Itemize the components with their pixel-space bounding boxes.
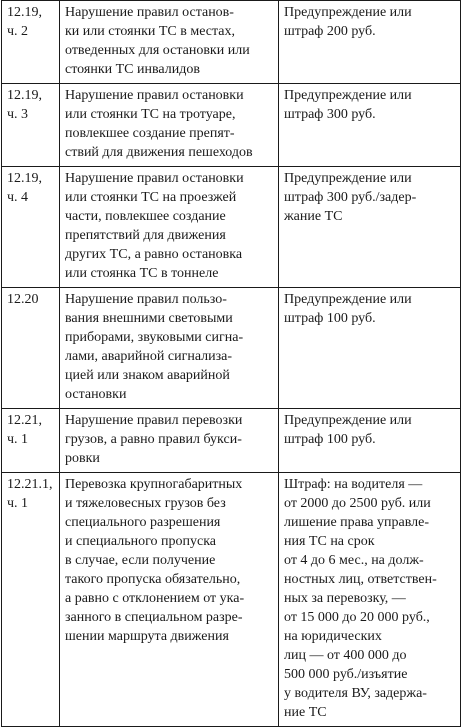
description-line: такого пропуска обязательно, — [65, 572, 241, 587]
article-line: 12.21, — [7, 413, 42, 428]
description-line: цией или знаком аварийной — [65, 368, 230, 383]
description-line: других ТС, а равно остановка — [65, 247, 243, 262]
description-line: или стоянки ТС на проезжей — [65, 190, 237, 205]
penalty-line: штраф 100 руб. — [284, 432, 376, 447]
table-row — [2, 288, 461, 409]
penalty-cell — [279, 288, 461, 409]
description-line: Нарушение правил перевозки — [65, 413, 243, 428]
article-cell — [2, 1, 60, 84]
penalty-line: от 4 до 6 мес., на долж- — [284, 553, 424, 568]
penalty-line: ностных лиц, ответствен- — [284, 572, 437, 587]
table-row — [2, 1, 461, 84]
description-line: или стоянки ТС на тротуаре, — [65, 107, 236, 122]
penalty-line: Предупреждение или — [284, 413, 412, 428]
description-line: лами, аварийной сигнализа- — [65, 349, 233, 364]
penalty-line: от 2000 до 2500 руб. или — [284, 496, 431, 511]
description-cell — [60, 167, 279, 288]
penalty-line: лишение права управле- — [284, 515, 430, 530]
penalty-line: штраф 300 руб. — [284, 107, 376, 122]
description-line: части, повлекшее создание — [65, 209, 226, 224]
description-line: специального разрешения — [65, 515, 221, 530]
description-line: ствий для движения пешеходов — [65, 145, 253, 160]
article-line: ч. 2 — [7, 24, 29, 39]
description-line: Нарушение правил останов- — [65, 5, 234, 20]
article-line: 12.19, — [7, 5, 42, 20]
penalty-line: Штраф: на водителя — — [284, 477, 423, 492]
description-line: препятствий для движения — [65, 228, 226, 243]
penalty-line: лиц — от 400 000 до — [284, 648, 407, 663]
penalty-line: ния ТС на срок — [284, 534, 375, 549]
description-line: грузов, а равно правил букси- — [65, 432, 242, 447]
article-cell — [2, 473, 60, 727]
article-line: 12.20 — [7, 292, 39, 307]
fines-table-body — [2, 1, 461, 727]
table-row — [2, 84, 461, 167]
description-line: стоянки ТС инвалидов — [65, 62, 200, 77]
article-line: 12.21.1, — [7, 477, 53, 492]
article-cell — [2, 167, 60, 288]
penalty-line: Предупреждение или — [284, 5, 412, 20]
fines-table — [1, 0, 461, 727]
description-cell — [60, 473, 279, 727]
description-line: занного в специальном разре- — [65, 610, 243, 625]
article-line: 12.19, — [7, 171, 42, 186]
penalty-line: на юридических — [284, 629, 382, 644]
table-row — [2, 409, 461, 473]
description-line: Перевозка крупногабаритных — [65, 477, 243, 492]
article-line: 12.19, — [7, 88, 42, 103]
description-cell — [60, 409, 279, 473]
penalty-line: у водителя ВУ, задержа- — [284, 686, 427, 701]
penalty-line: от 15 000 до 20 000 руб., — [284, 610, 430, 625]
description-line: остановки — [65, 387, 127, 402]
description-line: и тяжеловесных грузов без — [65, 496, 226, 511]
penalty-line: штраф 100 руб. — [284, 311, 376, 326]
description-line: ки или стоянки ТС в местах, — [65, 24, 236, 39]
penalty-line: Предупреждение или — [284, 292, 412, 307]
description-line: шении маршрута движения — [65, 629, 229, 644]
penalty-line: штраф 200 руб. — [284, 24, 376, 39]
penalty-line: ние ТС — [284, 705, 327, 720]
article-line: ч. 3 — [7, 107, 29, 122]
description-line: или стоянка ТС в тоннеле — [65, 266, 219, 281]
penalty-cell — [279, 167, 461, 288]
description-cell — [60, 1, 279, 84]
description-cell — [60, 288, 279, 409]
description-line: Нарушение правил остановки — [65, 88, 244, 103]
description-line: повлекшее создание препят- — [65, 126, 235, 141]
description-line: приборами, звуковыми сигна- — [65, 330, 244, 345]
penalty-cell — [279, 473, 461, 727]
article-cell — [2, 409, 60, 473]
description-line: а равно с отклонением от ука- — [65, 591, 245, 606]
penalty-cell — [279, 409, 461, 473]
penalty-line: Предупреждение или — [284, 88, 412, 103]
description-line: ровки — [65, 451, 100, 466]
description-line: и специального пропуска — [65, 534, 216, 549]
description-line: Нарушение правил остановки — [65, 171, 244, 186]
penalty-line: Предупреждение или — [284, 171, 412, 186]
description-cell — [60, 84, 279, 167]
table-row — [2, 473, 461, 727]
description-line: Нарушение правил пользо- — [65, 292, 227, 307]
article-line: ч. 1 — [7, 496, 29, 511]
penalty-cell — [279, 1, 461, 84]
penalty-cell — [279, 84, 461, 167]
penalty-line: жание ТС — [284, 209, 343, 224]
description-line: в случае, если получение — [65, 553, 216, 568]
article-line: ч. 4 — [7, 190, 29, 205]
table-row — [2, 167, 461, 288]
article-line: ч. 1 — [7, 432, 29, 447]
article-cell — [2, 288, 60, 409]
penalty-line: 500 000 руб./изъятие — [284, 667, 408, 682]
description-line: отведенных для остановки или — [65, 43, 250, 58]
penalty-line: ных за перевозку, — — [284, 591, 406, 606]
penalty-line: штраф 300 руб./задер- — [284, 190, 417, 205]
description-line: вания внешними световыми — [65, 311, 233, 326]
article-cell — [2, 84, 60, 167]
